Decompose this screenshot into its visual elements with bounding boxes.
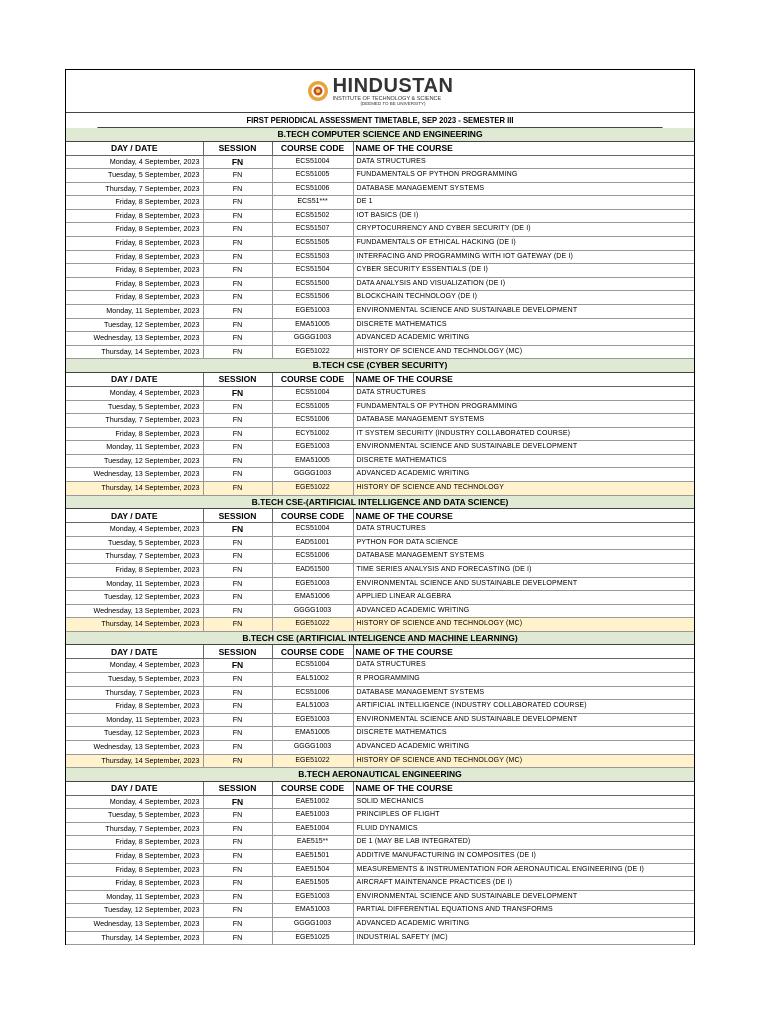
- column-header-code: COURSE CODE: [272, 645, 353, 659]
- exam-session: FN: [203, 454, 272, 468]
- timetable-sections: [66, 128, 694, 945]
- schedule-table: [66, 645, 694, 768]
- exam-date: Friday, 8 September, 2023: [66, 563, 203, 577]
- table-row: [66, 482, 694, 496]
- exam-date: Tuesday, 12 September, 2023: [66, 591, 203, 605]
- exam-date: Monday, 11 September, 2023: [66, 713, 203, 727]
- column-header-day: DAY / DATE: [66, 645, 203, 659]
- table-row: [66, 414, 694, 428]
- course-name: DE 1: [353, 196, 694, 210]
- course-name: DATA STRUCTURES: [353, 155, 694, 169]
- table-row: [66, 836, 694, 850]
- exam-date: Thursday, 14 September, 2023: [66, 618, 203, 632]
- section-title: B.TECH CSE-(ARTIFICIAL INTELLIGENCE AND DATA SCIENCE): [66, 496, 694, 510]
- course-name: TIME SERIES ANALYSIS AND FORECASTING (DE I): [353, 563, 694, 577]
- exam-date: Friday, 8 September, 2023: [66, 277, 203, 291]
- table-row: [66, 400, 694, 414]
- schedule-table: [66, 373, 694, 496]
- table-row: [66, 223, 694, 237]
- course-name: DATABASE MANAGEMENT SYSTEMS: [353, 182, 694, 196]
- column-header-code: COURSE CODE: [272, 782, 353, 796]
- exam-session: FN: [203, 291, 272, 305]
- exam-date: Friday, 8 September, 2023: [66, 223, 203, 237]
- exam-session: FN: [203, 836, 272, 850]
- table-row: [66, 237, 694, 251]
- table-header-row: [66, 509, 694, 523]
- column-header-day: DAY / DATE: [66, 373, 203, 387]
- course-code: ECS51500: [272, 277, 353, 291]
- exam-date: Thursday, 14 September, 2023: [66, 482, 203, 496]
- table-row: [66, 468, 694, 482]
- exam-date: Tuesday, 5 September, 2023: [66, 169, 203, 183]
- course-code: EGE51025: [272, 931, 353, 945]
- course-code: EAE51505: [272, 877, 353, 891]
- exam-session: FN: [203, 332, 272, 346]
- course-code: GGGG1003: [272, 918, 353, 932]
- course-code: EGE51022: [272, 754, 353, 768]
- course-name: INDUSTRIAL SAFETY (MC): [353, 931, 694, 945]
- table-row: [66, 618, 694, 632]
- exam-session: FN: [203, 618, 272, 632]
- course-name: SOLID MECHANICS: [353, 795, 694, 809]
- course-code: GGGG1003: [272, 468, 353, 482]
- table-header-row: [66, 142, 694, 156]
- course-code: ECS51005: [272, 400, 353, 414]
- exam-date: Tuesday, 5 September, 2023: [66, 536, 203, 550]
- exam-date: Tuesday, 12 September, 2023: [66, 727, 203, 741]
- course-code: EAL51003: [272, 700, 353, 714]
- exam-date: Tuesday, 12 September, 2023: [66, 904, 203, 918]
- exam-date: Monday, 11 September, 2023: [66, 577, 203, 591]
- exam-session: FN: [203, 209, 272, 223]
- course-name: ENVIRONMENTAL SCIENCE AND SUSTAINABLE DEVELOPMENT: [353, 890, 694, 904]
- table-row: [66, 713, 694, 727]
- course-name: FUNDAMENTALS OF PYTHON PROGRAMMING: [353, 169, 694, 183]
- course-code: EGE51022: [272, 482, 353, 496]
- table-row: [66, 305, 694, 319]
- table-row: [66, 182, 694, 196]
- exam-session: FN: [203, 754, 272, 768]
- course-name: DISCRETE MATHEMATICS: [353, 454, 694, 468]
- course-code: EAL51002: [272, 673, 353, 687]
- course-name: ENVIRONMENTAL SCIENCE AND SUSTAINABLE DEVELOPMENT: [353, 441, 694, 455]
- exam-date: Wednesday, 13 September, 2023: [66, 918, 203, 932]
- course-name: ADVANCED ACADEMIC WRITING: [353, 332, 694, 346]
- exam-session: FN: [203, 536, 272, 550]
- course-code: ECS51006: [272, 414, 353, 428]
- exam-session: FN: [203, 250, 272, 264]
- course-code: EMA51006: [272, 591, 353, 605]
- exam-session: FN: [203, 931, 272, 945]
- table-row: [66, 700, 694, 714]
- course-code: EGE51003: [272, 441, 353, 455]
- table-row: [66, 550, 694, 564]
- exam-date: Wednesday, 13 September, 2023: [66, 740, 203, 754]
- course-name: MEASUREMENTS & INSTRUMENTATION FOR AERONAUTICAL ENGINEERING (DE I): [353, 863, 694, 877]
- course-name: DATABASE MANAGEMENT SYSTEMS: [353, 414, 694, 428]
- table-row: [66, 169, 694, 183]
- course-code: GGGG1003: [272, 740, 353, 754]
- exam-session: FN: [203, 196, 272, 210]
- exam-session: FN: [203, 604, 272, 618]
- course-code: EMA51003: [272, 904, 353, 918]
- exam-date: Monday, 4 September, 2023: [66, 155, 203, 169]
- course-name: ENVIRONMENTAL SCIENCE AND SUSTAINABLE DEVELOPMENT: [353, 305, 694, 319]
- exam-date: Friday, 8 September, 2023: [66, 196, 203, 210]
- exam-session: FN: [203, 155, 272, 169]
- column-header-name: NAME OF THE COURSE: [353, 782, 694, 796]
- course-code: GGGG1003: [272, 604, 353, 618]
- exam-session: FN: [203, 713, 272, 727]
- exam-session: FN: [203, 809, 272, 823]
- course-code: EGE51003: [272, 890, 353, 904]
- column-header-name: NAME OF THE COURSE: [353, 509, 694, 523]
- table-row: [66, 250, 694, 264]
- exam-date: Tuesday, 5 September, 2023: [66, 673, 203, 687]
- column-header-code: COURSE CODE: [272, 142, 353, 156]
- exam-session: FN: [203, 863, 272, 877]
- course-name: ENVIRONMENTAL SCIENCE AND SUSTAINABLE DEVELOPMENT: [353, 577, 694, 591]
- emblem-icon: [307, 80, 329, 102]
- course-code: EGE51003: [272, 577, 353, 591]
- table-row: [66, 345, 694, 359]
- column-header-code: COURSE CODE: [272, 373, 353, 387]
- course-name: IOT BASICS (DE I): [353, 209, 694, 223]
- exam-session: FN: [203, 700, 272, 714]
- table-row: [66, 264, 694, 278]
- course-code: ECS51502: [272, 209, 353, 223]
- course-name: ADVANCED ACADEMIC WRITING: [353, 468, 694, 482]
- exam-session: FN: [203, 318, 272, 332]
- table-row: [66, 931, 694, 945]
- exam-session: FN: [203, 904, 272, 918]
- exam-date: Thursday, 14 September, 2023: [66, 931, 203, 945]
- exam-date: Friday, 8 September, 2023: [66, 264, 203, 278]
- course-name: INTERFACING AND PROGRAMMING WITH IOT GATEWAY (DE I): [353, 250, 694, 264]
- course-code: ECS51505: [272, 237, 353, 251]
- table-row: [66, 890, 694, 904]
- table-row: [66, 332, 694, 346]
- exam-session: FN: [203, 264, 272, 278]
- exam-date: Monday, 11 September, 2023: [66, 890, 203, 904]
- exam-session: FN: [203, 890, 272, 904]
- course-code: EGE51022: [272, 618, 353, 632]
- course-code: ECS51504: [272, 264, 353, 278]
- table-row: [66, 904, 694, 918]
- course-code: ECS51***: [272, 196, 353, 210]
- exam-date: Monday, 4 September, 2023: [66, 659, 203, 673]
- exam-date: Friday, 8 September, 2023: [66, 700, 203, 714]
- exam-session: FN: [203, 427, 272, 441]
- exam-date: Wednesday, 13 September, 2023: [66, 468, 203, 482]
- exam-date: Tuesday, 12 September, 2023: [66, 318, 203, 332]
- course-code: EAE515**: [272, 836, 353, 850]
- table-row: [66, 209, 694, 223]
- exam-date: Thursday, 7 September, 2023: [66, 182, 203, 196]
- course-name: HISTORY OF SCIENCE AND TECHNOLOGY (MC): [353, 345, 694, 359]
- institution-name: HINDUSTAN: [332, 74, 454, 97]
- column-header-session: SESSION: [203, 645, 272, 659]
- course-name: DATABASE MANAGEMENT SYSTEMS: [353, 550, 694, 564]
- column-header-name: NAME OF THE COURSE: [353, 142, 694, 156]
- exam-session: FN: [203, 795, 272, 809]
- course-name: DATA STRUCTURES: [353, 659, 694, 673]
- course-code: EAE51003: [272, 809, 353, 823]
- column-header-day: DAY / DATE: [66, 142, 203, 156]
- course-code: EMA51005: [272, 318, 353, 332]
- table-row: [66, 386, 694, 400]
- course-name: HISTORY OF SCIENCE AND TECHNOLOGY (MC): [353, 618, 694, 632]
- section-title: B.TECH COMPUTER SCIENCE AND ENGINEERING: [66, 128, 694, 142]
- course-name: ADVANCED ACADEMIC WRITING: [353, 918, 694, 932]
- table-row: [66, 523, 694, 537]
- exam-date: Friday, 8 September, 2023: [66, 863, 203, 877]
- table-row: [66, 291, 694, 305]
- exam-session: FN: [203, 345, 272, 359]
- course-code: ECS51506: [272, 291, 353, 305]
- column-header-session: SESSION: [203, 373, 272, 387]
- course-code: EGE51003: [272, 305, 353, 319]
- exam-date: Friday, 8 September, 2023: [66, 850, 203, 864]
- exam-session: FN: [203, 400, 272, 414]
- exam-session: FN: [203, 850, 272, 864]
- exam-session: FN: [203, 223, 272, 237]
- exam-session: FN: [203, 822, 272, 836]
- table-row: [66, 822, 694, 836]
- table-row: [66, 277, 694, 291]
- exam-session: FN: [203, 182, 272, 196]
- table-row: [66, 877, 694, 891]
- exam-date: Friday, 8 September, 2023: [66, 877, 203, 891]
- table-row: [66, 686, 694, 700]
- section-title: B.TECH CSE (CYBER SECURITY): [66, 359, 694, 373]
- exam-session: FN: [203, 305, 272, 319]
- exam-date: Wednesday, 13 September, 2023: [66, 332, 203, 346]
- exam-date: Thursday, 7 September, 2023: [66, 414, 203, 428]
- course-name: HISTORY OF SCIENCE AND TECHNOLOGY (MC): [353, 754, 694, 768]
- table-header-row: [66, 645, 694, 659]
- course-code: ECS51006: [272, 686, 353, 700]
- table-row: [66, 604, 694, 618]
- table-row: [66, 795, 694, 809]
- course-name: DE 1 (MAY BE LAB INTEGRATED): [353, 836, 694, 850]
- exam-session: FN: [203, 237, 272, 251]
- exam-session: FN: [203, 877, 272, 891]
- exam-date: Thursday, 7 September, 2023: [66, 822, 203, 836]
- document-title: FIRST PERIODICAL ASSESSMENT TIMETABLE, SEP 2023 - SEMESTER III: [97, 113, 662, 128]
- table-row: [66, 673, 694, 687]
- course-name: ADDITIVE MANUFACTURING IN COMPOSITES (DE I): [353, 850, 694, 864]
- table-row: [66, 577, 694, 591]
- logo-header: [66, 70, 694, 113]
- exam-date: Monday, 11 September, 2023: [66, 441, 203, 455]
- exam-session: FN: [203, 577, 272, 591]
- exam-session: FN: [203, 414, 272, 428]
- exam-session: FN: [203, 740, 272, 754]
- course-code: EAE51002: [272, 795, 353, 809]
- institution-status: (DEEMED TO BE UNIVERSITY): [360, 101, 426, 106]
- exam-date: Thursday, 7 September, 2023: [66, 550, 203, 564]
- course-code: ECS51004: [272, 386, 353, 400]
- institution-logo: [307, 76, 454, 107]
- course-name: CRYPTOCURRENCY AND CYBER SECURITY (DE I): [353, 223, 694, 237]
- course-name: ENVIRONMENTAL SCIENCE AND SUSTAINABLE DEVELOPMENT: [353, 713, 694, 727]
- course-name: BLOCKCHAIN TECHNOLOGY (DE I): [353, 291, 694, 305]
- course-code: EAE51504: [272, 863, 353, 877]
- course-name: FLUID DYNAMICS: [353, 822, 694, 836]
- exam-session: FN: [203, 591, 272, 605]
- table-header-row: [66, 373, 694, 387]
- exam-session: FN: [203, 659, 272, 673]
- column-header-session: SESSION: [203, 509, 272, 523]
- exam-session: FN: [203, 386, 272, 400]
- course-name: DATABASE MANAGEMENT SYSTEMS: [353, 686, 694, 700]
- table-row: [66, 918, 694, 932]
- exam-session: FN: [203, 727, 272, 741]
- exam-session: FN: [203, 918, 272, 932]
- course-code: EAD51001: [272, 536, 353, 550]
- exam-date: Monday, 4 September, 2023: [66, 795, 203, 809]
- table-row: [66, 809, 694, 823]
- course-name: DATA ANALYSIS AND VISUALIZATION (DE I): [353, 277, 694, 291]
- course-name: FUNDAMENTALS OF ETHICAL HACKING (DE I): [353, 237, 694, 251]
- course-code: ECS51006: [272, 182, 353, 196]
- course-name: DISCRETE MATHEMATICS: [353, 318, 694, 332]
- section-title: B.TECH AERONAUTICAL ENGINEERING: [66, 768, 694, 782]
- table-row: [66, 727, 694, 741]
- column-header-session: SESSION: [203, 142, 272, 156]
- table-row: [66, 563, 694, 577]
- exam-date: Friday, 8 September, 2023: [66, 291, 203, 305]
- course-code: EGE51022: [272, 345, 353, 359]
- course-name: APPLIED LINEAR ALGEBRA: [353, 591, 694, 605]
- course-code: ECS51503: [272, 250, 353, 264]
- course-name: ADVANCED ACADEMIC WRITING: [353, 604, 694, 618]
- exam-session: FN: [203, 686, 272, 700]
- table-row: [66, 659, 694, 673]
- course-name: IT SYSTEM SECURITY (INDUSTRY COLLABORATED COURSE): [353, 427, 694, 441]
- course-code: ECS51004: [272, 523, 353, 537]
- exam-date: Monday, 11 September, 2023: [66, 305, 203, 319]
- exam-session: FN: [203, 482, 272, 496]
- course-code: ECS51006: [272, 550, 353, 564]
- course-code: EAE51501: [272, 850, 353, 864]
- course-name: ADVANCED ACADEMIC WRITING: [353, 740, 694, 754]
- course-code: ECS51004: [272, 659, 353, 673]
- exam-session: FN: [203, 441, 272, 455]
- table-row: [66, 155, 694, 169]
- exam-session: FN: [203, 673, 272, 687]
- table-row: [66, 196, 694, 210]
- institution-subtitle: INSTITUTE OF TECHNOLOGY & SCIENCE: [332, 95, 442, 102]
- course-name: DATA STRUCTURES: [353, 523, 694, 537]
- exam-date: Thursday, 14 September, 2023: [66, 345, 203, 359]
- course-name: PARTIAL DIFFERENTIAL EQUATIONS AND TRANSFORMS: [353, 904, 694, 918]
- schedule-table: [66, 509, 694, 632]
- exam-date: Friday, 8 September, 2023: [66, 250, 203, 264]
- column-header-name: NAME OF THE COURSE: [353, 645, 694, 659]
- course-code: EGE51003: [272, 713, 353, 727]
- exam-session: FN: [203, 169, 272, 183]
- course-code: GGGG1003: [272, 332, 353, 346]
- course-name: DISCRETE MATHEMATICS: [353, 727, 694, 741]
- timetable-sheet: [65, 69, 695, 945]
- table-row: [66, 740, 694, 754]
- column-header-name: NAME OF THE COURSE: [353, 373, 694, 387]
- column-header-session: SESSION: [203, 782, 272, 796]
- table-header-row: [66, 782, 694, 796]
- course-name: R PROGRAMMING: [353, 673, 694, 687]
- course-name: DATA STRUCTURES: [353, 386, 694, 400]
- exam-session: FN: [203, 550, 272, 564]
- table-row: [66, 850, 694, 864]
- exam-date: Thursday, 14 September, 2023: [66, 754, 203, 768]
- course-name: PRINCIPLES OF FLIGHT: [353, 809, 694, 823]
- course-code: ECS51004: [272, 155, 353, 169]
- schedule-table: [66, 782, 694, 946]
- course-name: ARTIFICIAL INTELLIGENCE (INDUSTRY COLLABORATED COURSE): [353, 700, 694, 714]
- course-code: EMA51005: [272, 454, 353, 468]
- exam-date: Friday, 8 September, 2023: [66, 237, 203, 251]
- exam-date: Friday, 8 September, 2023: [66, 209, 203, 223]
- course-code: EAD51500: [272, 563, 353, 577]
- exam-date: Friday, 8 September, 2023: [66, 427, 203, 441]
- table-row: [66, 754, 694, 768]
- table-row: [66, 863, 694, 877]
- table-row: [66, 318, 694, 332]
- exam-session: FN: [203, 277, 272, 291]
- course-name: FUNDAMENTALS OF PYTHON PROGRAMMING: [353, 400, 694, 414]
- exam-date: Tuesday, 12 September, 2023: [66, 454, 203, 468]
- exam-date: Thursday, 7 September, 2023: [66, 686, 203, 700]
- exam-date: Monday, 4 September, 2023: [66, 523, 203, 537]
- column-header-code: COURSE CODE: [272, 509, 353, 523]
- exam-date: Friday, 8 September, 2023: [66, 836, 203, 850]
- course-code: ECS51005: [272, 169, 353, 183]
- table-row: [66, 536, 694, 550]
- exam-date: Tuesday, 5 September, 2023: [66, 809, 203, 823]
- table-row: [66, 441, 694, 455]
- exam-session: FN: [203, 563, 272, 577]
- exam-date: Wednesday, 13 September, 2023: [66, 604, 203, 618]
- course-name: PYTHON FOR DATA SCIENCE: [353, 536, 694, 550]
- column-header-day: DAY / DATE: [66, 509, 203, 523]
- table-row: [66, 591, 694, 605]
- course-code: ECY51002: [272, 427, 353, 441]
- exam-session: FN: [203, 468, 272, 482]
- exam-date: Tuesday, 5 September, 2023: [66, 400, 203, 414]
- table-row: [66, 454, 694, 468]
- course-name: AIRCRAFT MAINTENANCE PRACTICES (DE I): [353, 877, 694, 891]
- exam-date: Monday, 4 September, 2023: [66, 386, 203, 400]
- schedule-table: [66, 142, 694, 360]
- course-code: ECS51507: [272, 223, 353, 237]
- course-name: HISTORY OF SCIENCE AND TECHNOLOGY: [353, 482, 694, 496]
- table-row: [66, 427, 694, 441]
- exam-session: FN: [203, 523, 272, 537]
- course-code: EMA51005: [272, 727, 353, 741]
- course-code: EAE51004: [272, 822, 353, 836]
- section-title: B.TECH CSE (ARTIFICIAL INTELIGENCE AND MACHINE LEARNING): [66, 632, 694, 646]
- column-header-day: DAY / DATE: [66, 782, 203, 796]
- course-name: CYBER SECURITY ESSENTIALS (DE I): [353, 264, 694, 278]
